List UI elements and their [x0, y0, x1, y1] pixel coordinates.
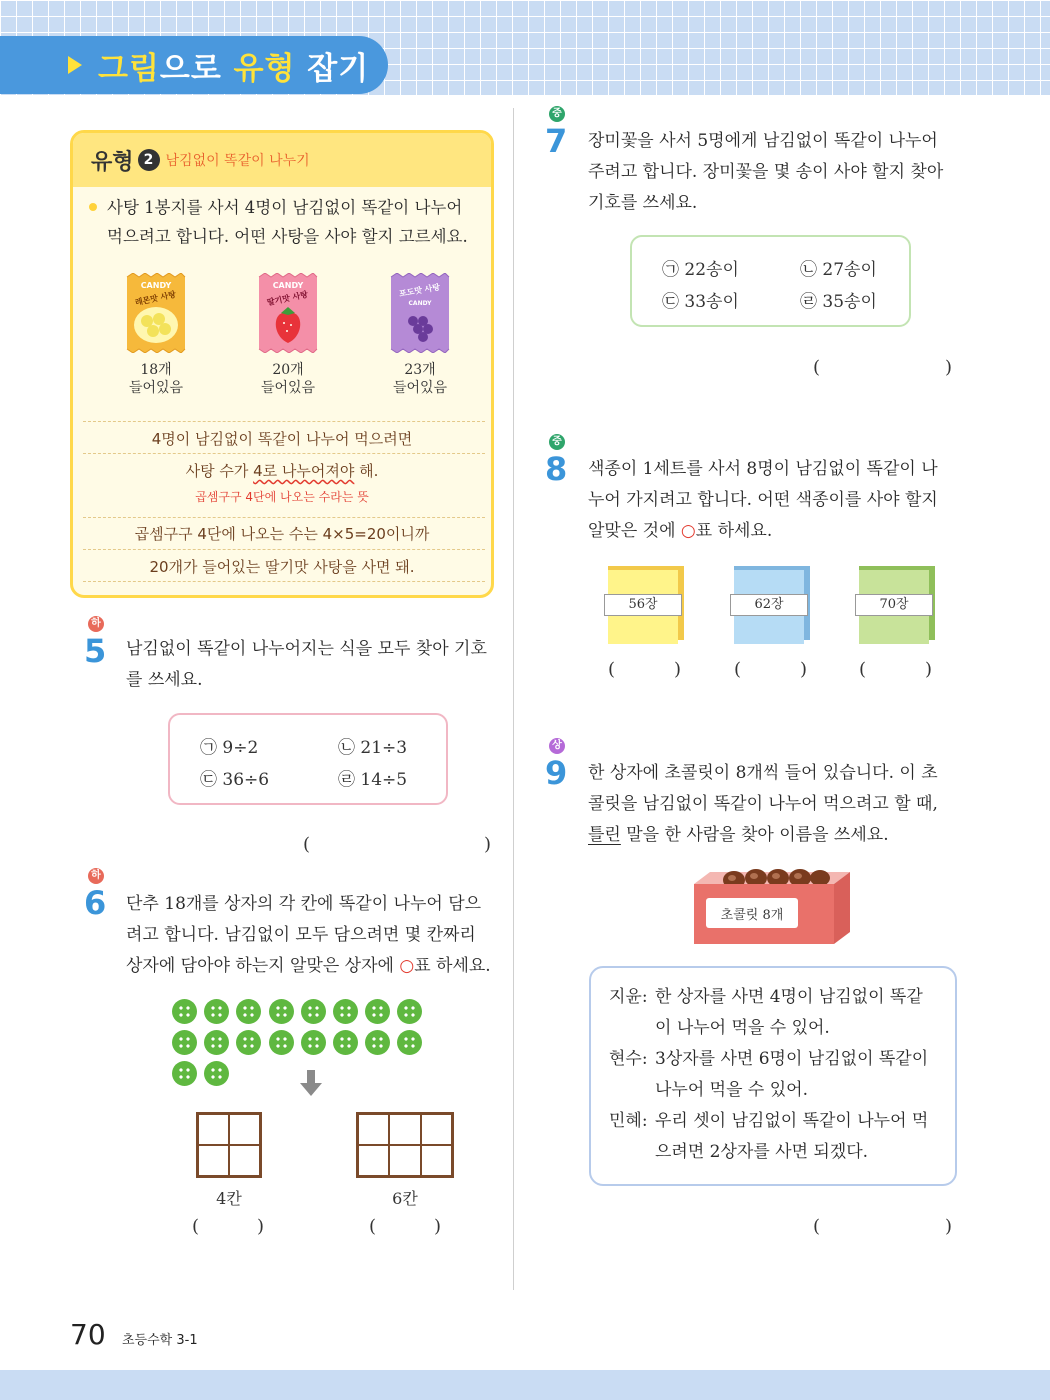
answer-paren-close: ) — [945, 1216, 953, 1237]
question-line: 색종이 1세트를 사서 8명이 남김없이 똑같이 나 — [588, 459, 938, 479]
solution-rule — [83, 581, 485, 582]
level-badge: 상 — [549, 738, 565, 754]
answer-paren-close: ) — [800, 659, 808, 680]
box-label: 4칸 — [216, 1189, 242, 1208]
question-line — [588, 516, 968, 547]
candy-count: 20개 — [272, 362, 304, 378]
choice-item: ㉠ 9÷2 — [200, 738, 259, 758]
question-text-part: 말을 한 사람을 찾아 이름을 쓰세요. — [620, 825, 889, 845]
solution-wavy-emphasis: 4로 나누어져야 — [253, 462, 355, 480]
answer-paren-open: ( — [369, 1216, 377, 1237]
arrow-down-icon — [300, 1070, 322, 1096]
type-label: 유형 — [91, 149, 134, 175]
answer-paren-close: ) — [945, 357, 953, 378]
column-divider — [513, 108, 514, 1290]
speech-line: 3상자를 사면 6명이 남김없이 똑같이 — [655, 1049, 929, 1069]
question-text-part: 표 하세요. — [414, 956, 491, 976]
button-icon — [301, 999, 326, 1024]
choice-item: ㉢ 36÷6 — [200, 770, 270, 790]
solution-rule — [83, 517, 485, 518]
button-icon — [172, 1061, 197, 1086]
solution-line-4: 20개가 들어있는 딸기맛 사탕을 사면 돼. — [149, 558, 415, 576]
solution-rule — [83, 453, 485, 454]
level-badge: 하 — [88, 868, 104, 884]
question-text — [126, 889, 506, 982]
level-badge: 중 — [549, 106, 565, 122]
question-text — [588, 454, 968, 547]
title-text-2: 잡기 — [295, 50, 370, 87]
solution-text: 해. — [354, 462, 379, 480]
candy-note: 들어있음 — [392, 380, 448, 396]
candy-note: 들어있음 — [128, 380, 184, 396]
button-icon — [172, 1030, 197, 1055]
page-number: 70 — [70, 1318, 106, 1351]
title-highlight-2: 유형 — [233, 50, 296, 87]
button-icon — [236, 1030, 261, 1055]
color-paper-set[interactable] — [734, 566, 810, 644]
underlined-word: 틀린 — [588, 825, 621, 845]
footer-bar — [0, 1370, 1050, 1400]
choice-item: ㉡ 21÷3 — [338, 738, 408, 758]
speech-line: 나누어 먹을 수 있어. — [655, 1080, 808, 1100]
circle-mark-icon: ○ — [399, 956, 415, 976]
solution-line-2 — [73, 460, 491, 481]
answer-paren-close: ) — [925, 659, 933, 680]
type-number-badge: 2 — [138, 149, 160, 171]
solution-text: 사탕 수가 — [185, 462, 254, 480]
candy-caption — [106, 361, 206, 397]
box-4-compartments[interactable] — [196, 1112, 262, 1178]
button-icon — [333, 999, 358, 1024]
svg-text:포도맛 사탕: 포도맛 사탕 — [398, 282, 441, 299]
svg-text:초콜릿 8개: 초콜릿 8개 — [720, 908, 784, 923]
bullet-dot-icon — [89, 203, 97, 211]
question-number: 9 — [545, 754, 568, 792]
answer-paren-close: ) — [484, 834, 492, 855]
title-text-1: 으로 — [159, 50, 234, 87]
question-text — [588, 126, 968, 219]
button-icon — [365, 999, 390, 1024]
question-line: 남김없이 똑같이 나누어지는 식을 모두 찾아 기호 — [126, 639, 487, 659]
candy-count: 23개 — [404, 362, 436, 378]
paper-label: 62장 — [730, 594, 808, 616]
speech-line: 으려면 2상자를 사면 되겠다. — [655, 1142, 869, 1162]
question-text — [126, 634, 506, 696]
book-title: 초등수학 3-1 — [122, 1333, 198, 1348]
choice-box — [168, 713, 448, 805]
svg-text:딸기맛 사탕: 딸기맛 사탕 — [266, 289, 309, 308]
button-icon — [301, 1030, 326, 1055]
svg-text:CANDY: CANDY — [408, 300, 432, 307]
paper-label: 70장 — [855, 594, 933, 616]
candy-caption — [370, 361, 470, 397]
talk-item — [609, 1106, 949, 1168]
answer-paren-open: ( — [859, 659, 867, 680]
question-line: 누어 가지려고 합니다. 어떤 색종이를 사야 할지 — [588, 490, 938, 510]
strawberry-candy-pack-icon — [257, 273, 319, 353]
question-line: 콜릿을 남김없이 똑같이 나누어 먹으려고 할 때, — [588, 794, 938, 814]
button-icon — [204, 1061, 229, 1086]
question-number: 7 — [545, 122, 568, 160]
choice-item: ㉡ 27송이 — [800, 260, 877, 280]
solution-line-3: 곱셈구구 4단에 나오는 수는 4×5=20이니까 — [134, 525, 430, 543]
chocolate-box-icon — [694, 866, 850, 944]
solution-note: 곱셈구구 4단에 나오는 수라는 뜻 — [195, 490, 369, 504]
conversation-box — [589, 966, 957, 1186]
speech-line: 이 나누어 먹을 수 있어. — [655, 1018, 830, 1038]
speaker-name: 민혜: — [609, 1111, 648, 1131]
type-question — [87, 193, 483, 251]
choice-item: ㉢ 33송이 — [662, 292, 739, 312]
type-header — [73, 133, 491, 187]
play-triangle-icon — [68, 56, 82, 74]
answer-paren-open: ( — [608, 659, 616, 680]
answer-paren-open: ( — [813, 357, 821, 378]
color-paper-set[interactable] — [859, 566, 935, 644]
box-label: 6칸 — [392, 1189, 418, 1208]
button-icon — [269, 1030, 294, 1055]
choice-item: ㉠ 22송이 — [662, 260, 739, 280]
lemon-candy-pack-icon — [125, 273, 187, 353]
talk-item — [609, 982, 949, 1044]
type-subtitle: 남김없이 똑같이 나누기 — [165, 153, 310, 169]
box-6-compartments[interactable] — [356, 1112, 454, 1178]
button-icon — [397, 1030, 422, 1055]
color-paper-set[interactable] — [608, 566, 684, 644]
button-icon — [333, 1030, 358, 1055]
answer-paren-open: ( — [303, 834, 311, 855]
choice-item: ㉣ 14÷5 — [338, 770, 408, 790]
question-line — [588, 820, 968, 851]
solution-line-1: 4명이 남김없이 똑같이 나누어 먹으려면 — [151, 430, 413, 448]
svg-text:레몬맛 사탕: 레몬맛 사탕 — [134, 289, 177, 308]
choice-item: ㉣ 35송이 — [800, 292, 877, 312]
level-badge: 하 — [88, 616, 104, 632]
svg-text:CANDY: CANDY — [272, 281, 304, 290]
button-icon — [269, 999, 294, 1024]
answer-paren-close: ) — [434, 1216, 442, 1237]
question-line: 를 쓰세요. — [126, 670, 203, 690]
question-line: 주려고 합니다. 장미꽃을 몇 송이 사야 할지 찾아 — [588, 162, 944, 182]
speaker-name: 현수: — [609, 1049, 648, 1069]
type-question-line: 먹으려고 합니다. 어떤 사탕을 사야 할지 고르세요. — [107, 227, 468, 246]
button-icon — [365, 1030, 390, 1055]
type-question-line: 사탕 1봉지를 사서 4명이 남김없이 똑같이 나누어 — [107, 198, 463, 217]
candy-caption — [238, 361, 338, 397]
answer-paren-open: ( — [192, 1216, 200, 1237]
answer-paren-close: ) — [257, 1216, 265, 1237]
circle-mark-icon: ○ — [680, 521, 696, 541]
button-icon — [204, 999, 229, 1024]
type-example-box — [70, 130, 494, 598]
button-icon — [397, 999, 422, 1024]
solution-rule — [83, 421, 485, 422]
question-line: 단추 18개를 상자의 각 칸에 똑같이 나누어 담으 — [126, 894, 482, 914]
question-text-part: 알맞은 것에 — [588, 521, 681, 541]
answer-paren-close: ) — [674, 659, 682, 680]
button-icon — [236, 999, 261, 1024]
answer-paren-open: ( — [734, 659, 742, 680]
section-banner — [0, 36, 388, 94]
candy-count: 18개 — [140, 362, 172, 378]
candy-note: 들어있음 — [260, 380, 316, 396]
section-title — [72, 43, 369, 88]
speech-line: 우리 셋이 남김없이 똑같이 나누어 먹 — [655, 1111, 929, 1131]
question-line: 기호를 쓰세요. — [588, 193, 698, 213]
grape-candy-pack-icon — [389, 273, 451, 353]
choice-box — [630, 235, 911, 327]
question-line: 한 상자에 초콜릿이 8개씩 들어 있습니다. 이 초 — [588, 763, 938, 783]
button-icon — [204, 1030, 229, 1055]
level-badge: 중 — [549, 434, 565, 450]
answer-paren-open: ( — [813, 1216, 821, 1237]
question-line: 장미꽃을 사서 5명에게 남김없이 똑같이 나누어 — [588, 131, 938, 151]
paper-label: 56장 — [604, 594, 682, 616]
button-icon — [172, 999, 197, 1024]
speaker-name: 지윤: — [609, 987, 648, 1007]
question-number: 6 — [84, 884, 107, 922]
question-number: 8 — [545, 450, 568, 488]
question-number: 5 — [84, 632, 107, 670]
speech-line: 한 상자를 사면 4명이 남김없이 똑같 — [655, 987, 923, 1007]
question-line — [126, 951, 506, 982]
question-text-part: 상자에 담아야 하는지 알맞은 상자에 — [126, 956, 400, 976]
solution-rule — [83, 549, 485, 550]
question-line: 려고 합니다. 남김없이 모두 담으려면 몇 칸짜리 — [126, 925, 476, 945]
question-text — [588, 758, 968, 851]
question-text-part: 표 하세요. — [695, 521, 773, 541]
title-highlight-1: 그림 — [98, 50, 160, 87]
talk-item — [609, 1044, 949, 1106]
svg-text:CANDY: CANDY — [140, 281, 172, 290]
